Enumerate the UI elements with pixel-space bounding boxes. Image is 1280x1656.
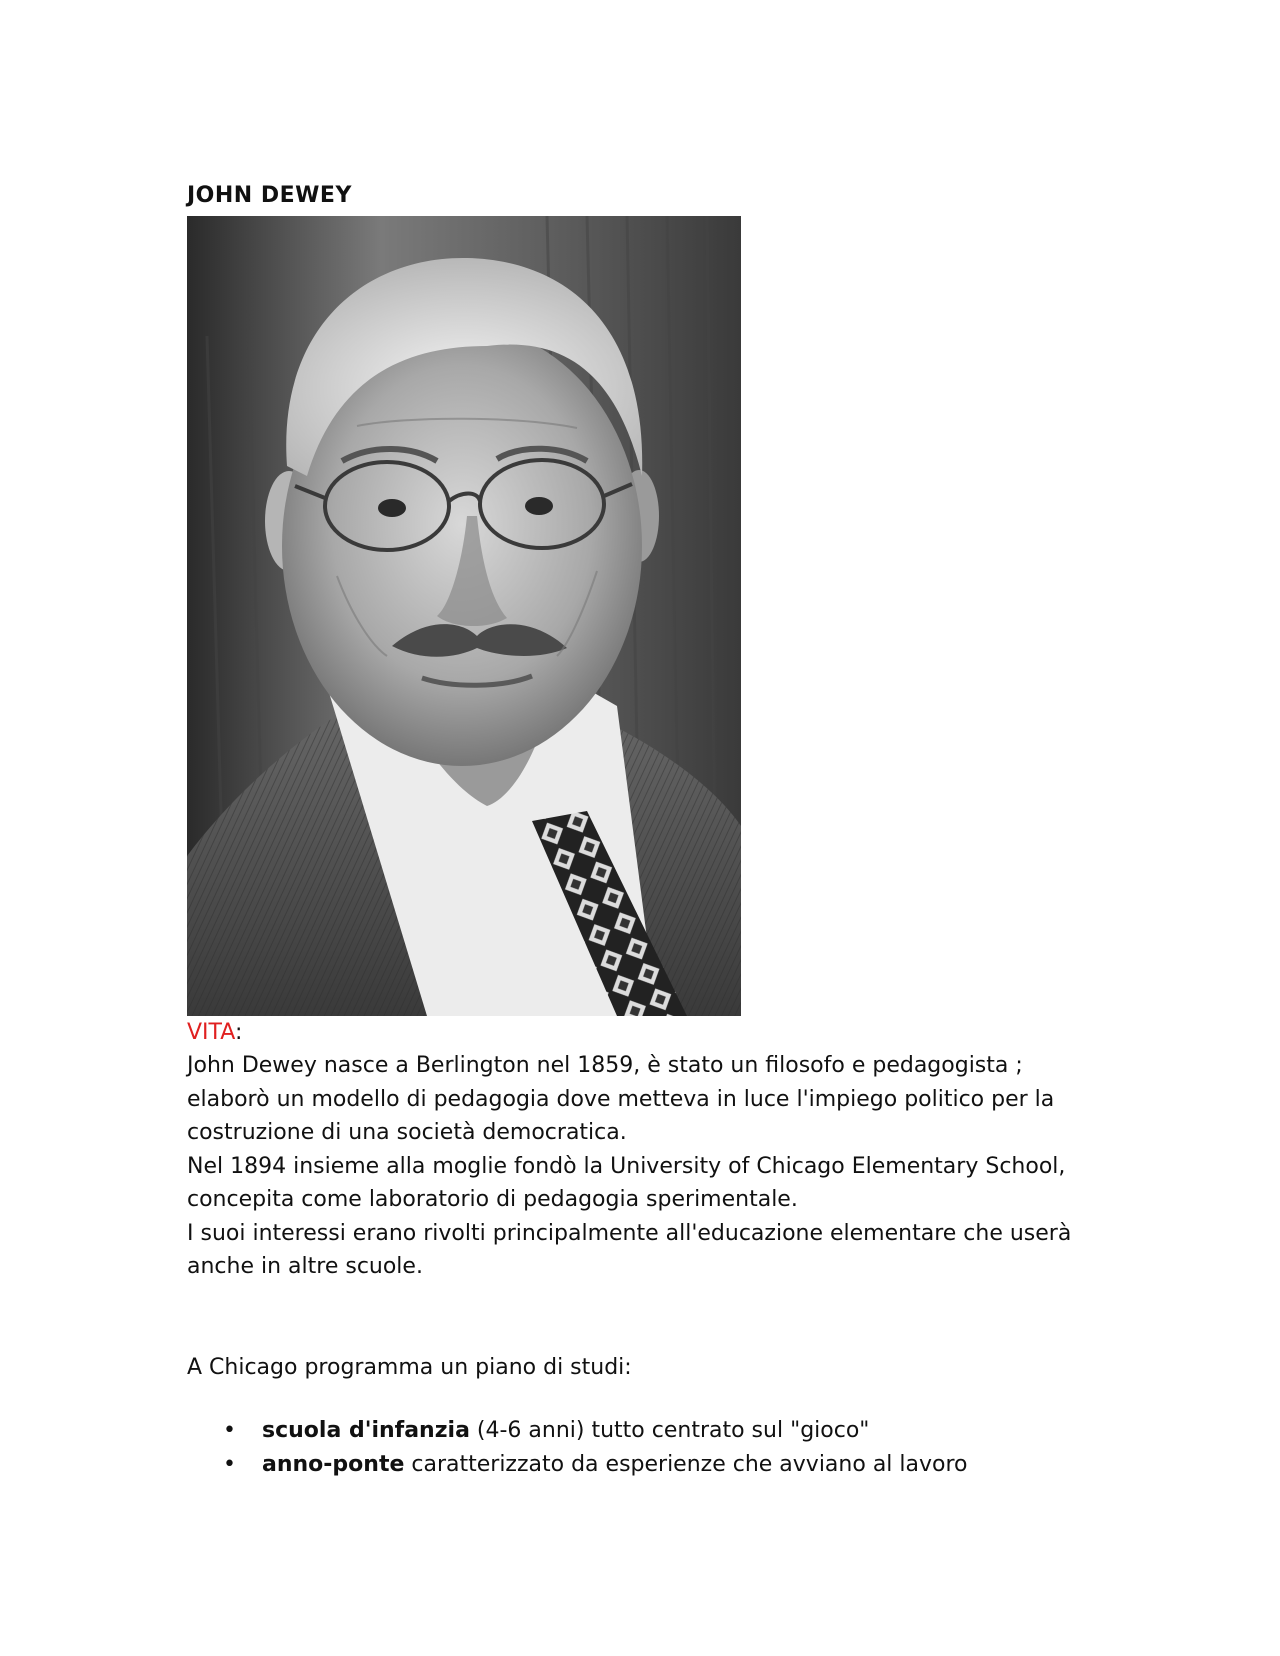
list-item-term: scuola d'infanzia: [262, 1417, 470, 1443]
paragraph-birth: John Dewey nasce a Berlington nel 1859, è stato un filosofo e pedagogista ; elaborò un modello di pedagogia dove metteva in luce l'impiego politico per la costruzione di una società democratica.: [187, 1053, 1055, 1145]
paragraph-school: Nel 1894 insieme alla moglie fondò la University of Chicago Elementary School, concepita come laboratorio di pedagogia sperimentale.: [187, 1153, 1066, 1212]
bullet-icon: •: [223, 1451, 236, 1477]
portrait-photo: [187, 216, 741, 1016]
document-title: JOHN DEWEY: [187, 183, 352, 208]
list-item-term: anno-ponte: [262, 1451, 405, 1477]
paragraph-interests: I suoi interessi erano rivolti principalmente all'educazione elementare che userà anche in altre scuole.: [187, 1220, 1072, 1279]
list-item-description: (4-6 anni) tutto centrato sul "gioco": [469, 1417, 870, 1443]
list-item-description: caratterizzato da esperienze che avviano al lavoro: [404, 1451, 968, 1477]
list-item: [187, 1448, 1107, 1482]
document-page: [187, 180, 1107, 1482]
section-colon: :: [234, 1020, 243, 1045]
section-heading-vita: [187, 1016, 1107, 1049]
list-item: [187, 1414, 1107, 1448]
paragraph-intro: A Chicago programma un piano di studi:: [187, 1354, 632, 1380]
bullet-icon: •: [223, 1417, 236, 1443]
study-plan-list: [187, 1414, 1107, 1482]
section-label-text: VITA: [187, 1020, 235, 1045]
